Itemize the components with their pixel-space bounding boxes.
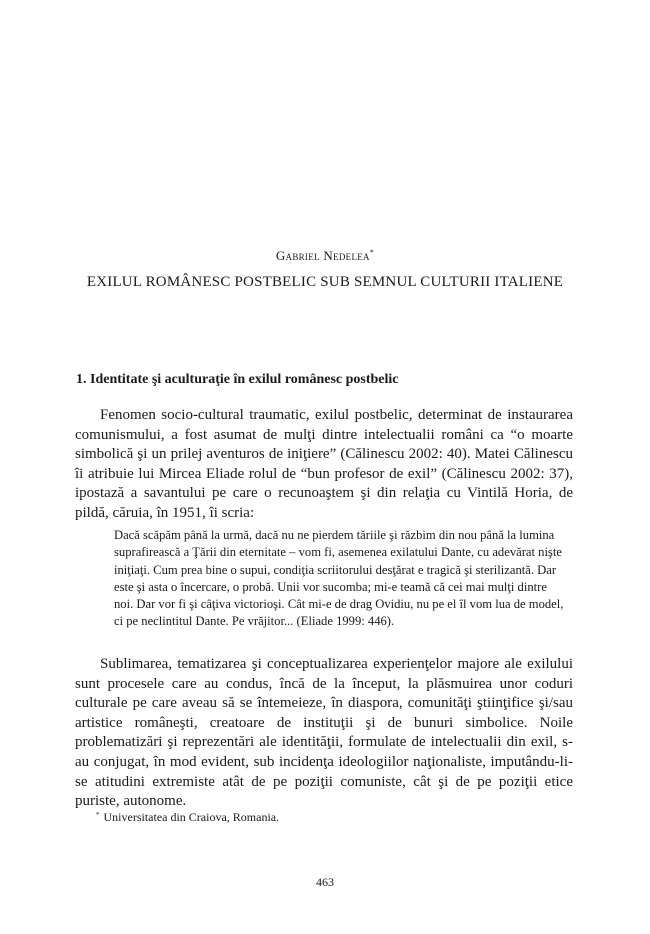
section-heading: 1. Identitate şi aculturaţie în exilul românesc postbelic [76, 372, 399, 387]
footnote [96, 810, 279, 825]
author-footnote-mark: * [369, 248, 375, 257]
footnote-text: Universitatea din Craiova, Romania. [103, 810, 280, 824]
footnote-mark: * [96, 811, 100, 819]
author-name: Gabriel Nedelea* [275, 248, 375, 263]
article-title: EXILUL ROMÂNESC POSTBELIC SUB SEMNUL CULTURII ITALIENE [86, 274, 564, 290]
block-quote: Dacă scăpăm până la urmă, dacă nu ne pierdem tăriile şi răzbim din nou până la lumina suprafirească a Ţării din eternitate – vom fi, asemenea exilatului Dante, cu adevărat nişte iniţiaţi. Cum prea bine o supui, condiţia scriitorului desţărat e tragică şi sterilizantă. Dar este şi asta o încercare, o probă. Unii vor sucomba; mi-e teamă că cei mai mulţi dintre noi. Dar vor fi şi câţiva victorioşi. Cât mi-e de drag Ovidiu, nu pe el îl vom lua de model, ci pe neclintitul Dante. Pe vrăjitor... (Eliade 1999: 446). [114, 528, 564, 629]
page-number: 463 [316, 875, 334, 889]
body-paragraph-1: Fenomen socio-cultural traumatic, exilul postbelic, determinat de instaurarea comunismului, a fost asumat de mulţi dintre intelectualii români ca “o moarte simbolică şi un prilej aventuros de iniţiere” (Călinescu 2002: 40). Matei Călinescu îi atribuie lui Mircea Eliade rolul de “bun profesor de exil” (Călinescu 2002: 37), ipostază a savantului pe care o recunoaştem şi din relaţia cu Vintilă Horia, de pildă, căruia, în 1951, îi scria: [75, 407, 573, 521]
body-paragraph-2: Sublimarea, tematizarea şi conceptualizarea experienţelor majore ale exilului sunt procesele care au condus, încă de la început, la plăsmuirea unor coduri culturale pe care aveau să se întemeieze, în diaspora, comunităţi ştiinţifice şi/sau artistice româneşti, creatoare de instituţii şi de bunuri simbolice. Noile problematizări şi reprezentări ale identităţii, formulate de intelectualii din exil, s-au conjugat, în mod evident, sub incidenţa ideologiilor naţionaliste, imputându-li-se atitudini extremiste atât de pe poziţii comuniste, cât şi de pe poziţii etice puriste, autonome. [75, 656, 573, 810]
